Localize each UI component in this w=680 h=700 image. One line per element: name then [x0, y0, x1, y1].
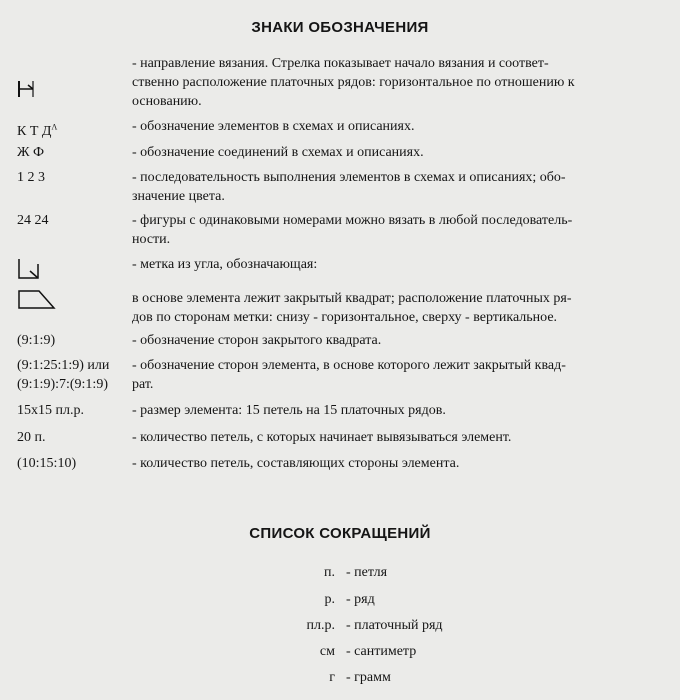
legend-symbol: Ж Ф: [17, 145, 45, 160]
legend-desc-line: - обозначение сторон элемента, в основе которого лежит закрытый квад-: [132, 358, 566, 373]
legend-symbol-line: (9:1:9):7:(9:1:9): [17, 377, 108, 392]
legend-desc-line: - количество петель, с которых начинает вывязываться элемент.: [132, 430, 512, 445]
legend-desc-line: - обозначение элементов в схемах и описаниях.: [132, 119, 415, 134]
abbrev-meaning: - петля: [346, 565, 388, 580]
legend-desc-line: значение цвета.: [132, 189, 225, 204]
abbrev-meaning: - сантиметр: [346, 644, 417, 659]
legend-desc-line: - фигуры с одинаковыми номерами можно вязать в любой последователь-: [132, 213, 573, 228]
legend-desc-line: - направление вязания. Стрелка показывает начало вязания и соответ-: [132, 56, 549, 71]
legend-symbol: 1 2 3: [17, 170, 45, 185]
legend-desc-line: в основе элемента лежит закрытый квадрат; расположение платочных ря-: [132, 291, 572, 306]
legend-desc-line: - метка из угла, обозначающая:: [132, 257, 318, 272]
abbrev-meaning: - грамм: [346, 670, 391, 685]
abbrev-title: СПИСОК СОКРАЩЕНИЙ: [249, 525, 431, 542]
abbrev-key: пл.р.: [306, 618, 335, 633]
symbol-ktd: К Т $Д^\Lambda$: [17, 122, 58, 139]
abbrev-meaning: - платочный ряд: [346, 618, 443, 633]
legend-desc-line: дов по сторонам метки: снизу - горизонтальное, сверху - вертикальное.: [132, 310, 558, 325]
corner-mark-square-icon: [17, 257, 41, 281]
legend-symbol: 24 24: [17, 213, 49, 228]
abbrev-key: г: [329, 670, 335, 685]
legend-desc-line: ности.: [132, 232, 171, 247]
direction-arrow-icon: [17, 79, 37, 99]
legend-symbol: (9:1:9): [17, 333, 56, 348]
legend-symbol: [17, 117, 57, 141]
legend-desc-line: ственно расположение платочных рядов: горизонтальное по отношению к: [132, 75, 575, 90]
legend-desc-line: - размер элемента: 15 петель на 15 платочных рядов.: [132, 403, 446, 418]
legend-desc-line: основанию.: [132, 94, 202, 109]
corner-mark-trapezoid-icon: [17, 289, 57, 311]
legend-desc-line: - количество петель, составляющих стороны элемента.: [132, 456, 460, 471]
legend-symbol-line: (9:1:25:1:9) или: [17, 358, 110, 373]
abbrev-meaning: - ряд: [346, 592, 375, 607]
legend-symbol: 20 п.: [17, 430, 46, 445]
legend-desc-line: рат.: [132, 377, 154, 392]
abbrev-key: п.: [324, 565, 335, 580]
legend-desc-line: - обозначение соединений в схемах и описаниях.: [132, 145, 424, 160]
legend-symbol: 15х15 пл.р.: [17, 403, 84, 418]
legend-symbol: [17, 356, 109, 394]
legend-desc-line: - обозначение сторон закрытого квадрата.: [132, 333, 382, 348]
legend-title: ЗНАКИ ОБОЗНАЧЕНИЯ: [251, 19, 429, 36]
legend-desc-line: - последовательность выполнения элементов в схемах и описаниях; обо-: [132, 170, 566, 185]
abbrev-key: см: [319, 644, 335, 659]
legend-symbol: (10:15:10): [17, 456, 77, 471]
abbrev-key: р.: [324, 592, 335, 607]
